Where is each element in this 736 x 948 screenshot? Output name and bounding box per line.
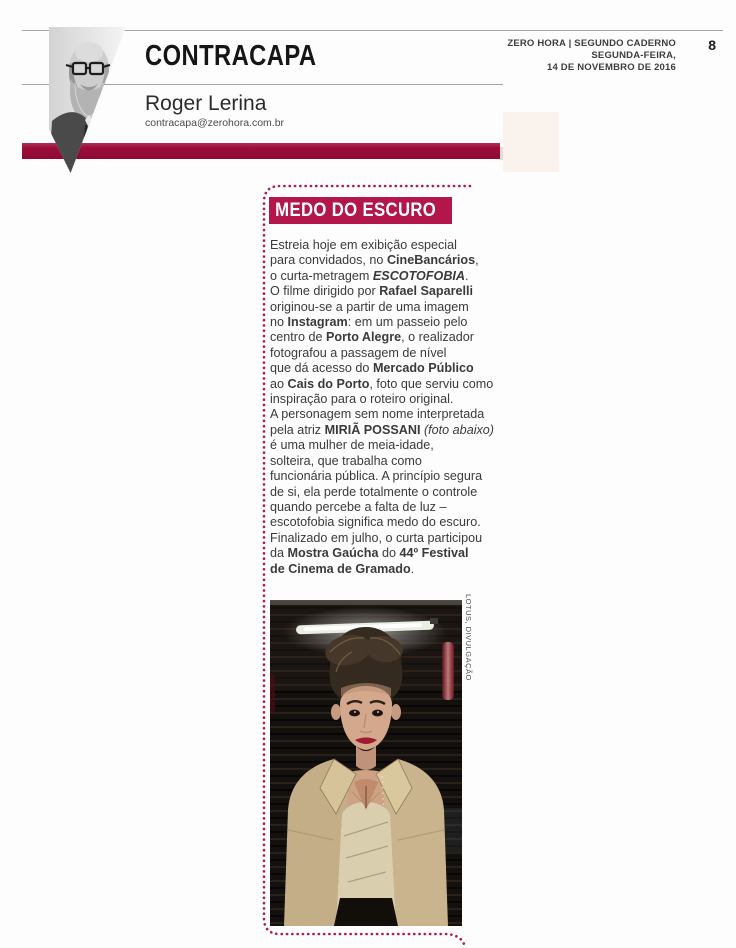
article-text-line: quando percebe a falta de luz – [270, 499, 447, 514]
article-text-line: ao Cais do Porto, foto que serviu como [270, 376, 494, 391]
article-text-line: o curta-metragem ESCOTOFOBIA. [270, 268, 469, 283]
article-headline-text: MEDO DO ESCURO [275, 200, 437, 221]
article-text-line: fotografou a passagem de nível [270, 345, 447, 360]
article-text-line: é uma mulher de meia-idade, [270, 438, 434, 453]
top-rule [22, 30, 723, 31]
article-body [270, 238, 494, 577]
article-text-line: solteira, que trabalha como [270, 453, 422, 468]
article-text-line: originou-se a partir de uma imagem [270, 299, 469, 314]
publication-name: ZERO HORA | SEGUNDO CADERNO [507, 38, 676, 49]
article-text-line: no Instagram: em um passeio pelo [270, 315, 468, 330]
article-text-line: O filme dirigido por Rafael Saparelli [270, 284, 473, 299]
article-text-line: escotofobia significa medo do escuro. [270, 515, 481, 530]
article-text-line: A personagem sem nome interpretada [270, 407, 485, 422]
article-photo [270, 600, 462, 926]
page-number: 8 [708, 37, 716, 53]
article-text-line: Estreia hoje em exibição especial [270, 238, 457, 252]
scan-artifact [503, 112, 559, 172]
article-text-line: funcionária pública. A princípio segura [270, 469, 483, 484]
section-title: CONTRACAPA [145, 40, 317, 72]
article-text-line: de Cinema de Gramado. [270, 561, 415, 576]
publication-block [507, 38, 676, 74]
article-text-line: que dá acesso do Mercado Público [270, 361, 474, 376]
article-text-line: da Mostra Gaúcha do 44º Festival [270, 546, 469, 561]
article-text-line: inspiração para o roteiro original. [270, 392, 454, 407]
article-headline [269, 197, 452, 224]
article-text-line: para convidados, no CineBancários, [270, 253, 479, 268]
edition-day: SEGUNDA-FEIRA, [591, 50, 676, 61]
columnist-name: Roger Lerina [145, 92, 267, 115]
article-text-line: Finalizado em julho, o curta participou [270, 530, 483, 545]
accent-bar [22, 143, 500, 159]
columnist-email: contracapa@zerohora.com.br [145, 117, 285, 129]
article-text-line: pela atriz MIRIÃ POSSANI (foto abaixo) [270, 422, 494, 437]
article-photo-illustration [270, 600, 462, 926]
edition-date: 14 DE NOVEMBRO DE 2016 [547, 62, 676, 73]
article-text-line: de si, ela perde totalmente o controle [270, 484, 478, 499]
article-text-line: centro de Porto Alegre, o realizador [270, 330, 474, 345]
photo-credit: LOTUS, DIVULGAÇÃO [464, 594, 473, 681]
